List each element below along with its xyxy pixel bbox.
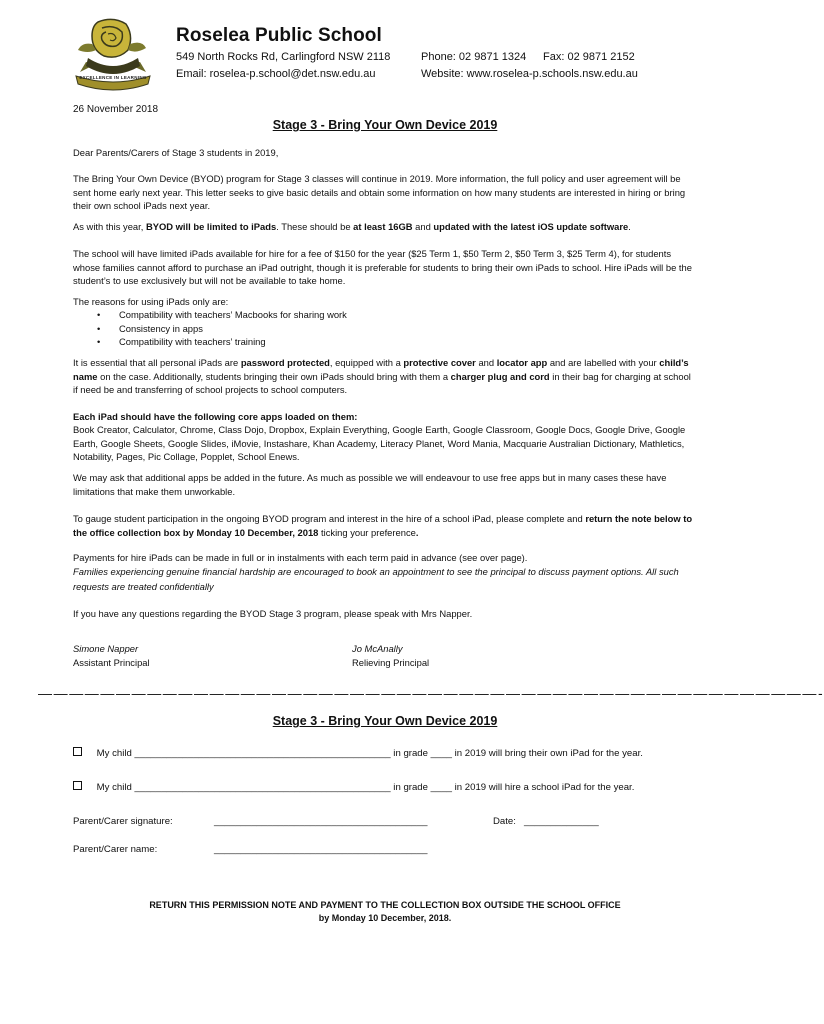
- checkbox[interactable]: [73, 781, 82, 790]
- paragraph-security: It is essential that all personal iPads are password protected, equipped with a protective cover and locator app and are labelled with your child’s name on the case. Additionally, students bringing their own iPads should bring with them a charger plug and cord in their bag for charging at school if need be and transferring of school projects to school computers.: [73, 357, 691, 396]
- letter-title: Stage 3 - Bring Your Own Device 2019: [272, 118, 498, 132]
- date-label: Date:: [493, 816, 516, 827]
- school-address: 549 North Rocks Rd, Carlingford NSW 2118: [176, 51, 391, 63]
- signature-relieving-principal: [352, 642, 429, 669]
- return-deadline: by Monday 10 December, 2018.: [318, 913, 452, 923]
- paragraph-program: The Bring Your Own Device (BYOD) program for Stage 3 classes will continue in 2019. More information, the full policy and user agreement will be sent home early next year. This letter seeks to give basic details and obtain some information on how many students are interested in hiring or bring their own school iPads next year.: [73, 173, 686, 212]
- apps-list: Book Creator, Calculator, Chrome, Class Dojo, Dropbox, Explain Everything, Google Earth, Google Classroom, Google Docs, Google Drive, Google Earth, Google Sheets, Google Slides, iMovie, Instashare, Khan Academy, Literacy Planet, Word Mania, Macquarie Australian Dictionary, Mathletics, Notability, Pages, Pic Collage, Popplet, School Enews.: [73, 424, 686, 463]
- school-email: Email: roselea-p.school@det.nsw.edu.au: [176, 68, 376, 80]
- reasons-intro: The reasons for using iPads only are:: [73, 296, 229, 307]
- list-item: • Compatibility with teachers’ Macbooks for sharing work: [73, 308, 693, 322]
- letter-date: 26 November 2018: [73, 104, 159, 115]
- apps-heading: Each iPad should have the following core apps loaded on them:: [73, 411, 358, 422]
- list-item: • Compatibility with teachers’ training: [73, 335, 693, 349]
- paragraph-payments: Payments for hire iPads can be made in full or in instalments with each term paid in advance (see over page).: [73, 552, 528, 563]
- paragraph-additional-apps: We may ask that additional apps be added in the future. As much as possible we will endeavour to use free apps but in many cases these have limitations that make them unworkable.: [73, 472, 667, 497]
- salutation: Dear Parents/Carers of Stage 3 students in 2019,: [73, 147, 279, 158]
- signature-line[interactable]: ________________________________________: [214, 816, 428, 827]
- cut-line: ——————————————————————————————————————————————————-: [38, 685, 824, 701]
- school-name: Roselea Public School: [176, 25, 382, 46]
- checkbox[interactable]: [73, 747, 82, 756]
- paragraph-return-note: To gauge student participation in the ongoing BYOD program and interest in the hire of a school iPad, please complete and return the note below to the office collection box by Monday 10 December, 2018 ticking your preference.: [73, 513, 693, 538]
- school-logo: [68, 14, 158, 94]
- grade-line[interactable]: ____: [430, 748, 452, 759]
- child-name-line[interactable]: ________________________________________________: [134, 748, 391, 759]
- child-name-line[interactable]: ________________________________________________: [134, 782, 391, 793]
- signature-label: Parent/Carer signature:: [73, 816, 173, 827]
- signature-assistant-principal: [73, 642, 150, 669]
- paragraph-questions: If you have any questions regarding the BYOD Stage 3 program, please speak with Mrs Napper.: [73, 608, 473, 619]
- signatory-role: Relieving Principal: [352, 656, 430, 668]
- logo-banner-text: EXCELLENCE IN LEARNING: [79, 75, 147, 80]
- paragraph-device-requirements: As with this year, BYOD will be limited to iPads. These should be at least 16GB and updated with the latest iOS update software.: [73, 221, 631, 232]
- signatory-name: Jo McAnally: [352, 643, 403, 654]
- parent-name-label: Parent/Carer name:: [73, 844, 158, 855]
- paragraph-hire: The school will have limited iPads available for hire for a fee of $150 for the year ($25 Term 1, $50 Term 2, $50 Term 3, $25 Term 4), for students whose families cannot afford to purchase an iPad outright, though it is preferable for students to bring their own iPads to school. Hire iPads will be the student’s to use exclusively but will not be available to take home.: [73, 248, 692, 287]
- school-phone: Phone: 02 9871 1324: [421, 51, 527, 63]
- reasons-list: [73, 308, 693, 349]
- school-website: Website: www.roselea-p.schools.nsw.edu.au: [421, 68, 638, 80]
- list-item: • Consistency in apps: [73, 322, 693, 336]
- grade-line[interactable]: ____: [430, 782, 452, 793]
- option-bring-own-ipad[interactable]: My child ________________________________________________ in grade ____ in 2019 will bring their own iPad for the year.: [73, 747, 643, 761]
- paragraph-hardship: Families experiencing genuine financial hardship are encouraged to book an appointment to see the principal to discuss payment options. All such requests are treated confidentially: [73, 566, 679, 593]
- form-title: Stage 3 - Bring Your Own Device 2019: [272, 714, 498, 728]
- return-instruction: RETURN THIS PERMISSION NOTE AND PAYMENT TO THE COLLECTION BOX OUTSIDE THE SCHOOL OFFICE: [149, 900, 621, 910]
- school-fax: Fax: 02 9871 2152: [543, 51, 635, 63]
- parent-name-line[interactable]: ________________________________________: [214, 844, 428, 855]
- date-line[interactable]: ______________: [524, 816, 599, 827]
- signatory-role: Assistant Principal: [73, 656, 150, 668]
- signatory-name: Simone Napper: [73, 643, 139, 654]
- option-hire-school-ipad[interactable]: My child ________________________________________________ in grade ____ in 2019 will hire a school iPad for the year.: [73, 781, 634, 795]
